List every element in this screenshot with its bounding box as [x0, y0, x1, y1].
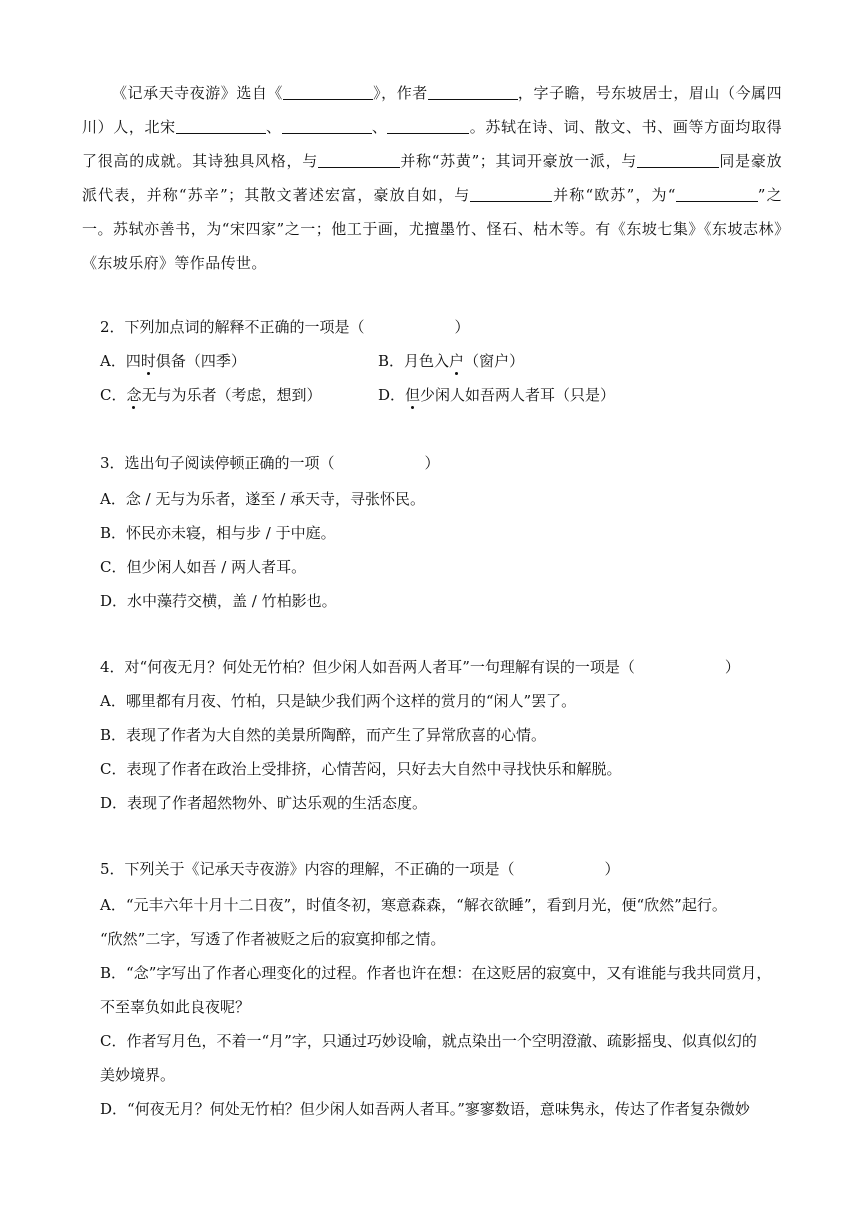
option-text: （窗户） [464, 352, 525, 370]
q5-option-d[interactable]: D．“何夜无月？何处无竹柏？但少闲人如吾两人者耳。”寥寥数语，意味隽永，传达了作者复杂微妙 [100, 1100, 750, 1118]
paren-close: ） [604, 860, 620, 878]
intro-segment: 、 [265, 118, 282, 136]
q3-option-a[interactable]: A．念 / 无与为乐者，遂至 / 承天寺，寻张怀民。 [100, 490, 426, 508]
dotted-word: 时 [140, 352, 156, 370]
intro-segment: 》，作者 [372, 84, 428, 102]
question-5-stem [100, 858, 620, 879]
question-text: 2．下列加点词的解释不正确的一项是（ [100, 318, 365, 336]
q5-option-b[interactable]: B．“念”字写出了作者心理变化的过程。作者也许在想：在这贬居的寂寞中，又有谁能与我共同赏月， [100, 964, 772, 982]
paren-close: ） [424, 454, 440, 472]
q5-option-a-cont: “欣然”二字，写透了作者被贬之后的寂寞抑郁之情。 [100, 930, 446, 948]
q5-option-b-cont: 不至辜负如此良夜呢？ [100, 998, 251, 1016]
q2-option-a[interactable] [100, 350, 246, 371]
option-text: 少闲人如吾两人者耳（只是） [420, 386, 616, 404]
paren-close: ） [454, 318, 470, 336]
q4-option-b[interactable]: B．表现了作者为大自然的美景所陶醉，而产生了异常欣喜的心情。 [100, 726, 547, 744]
question-3-stem [100, 452, 440, 473]
answer-blank[interactable] [637, 151, 719, 168]
q4-option-c[interactable]: C．表现了作者在政治上受排挤，心情苦闷，只好去大自然中寻找快乐和解脱。 [100, 760, 622, 778]
option-label: D． [378, 386, 406, 404]
intro-paragraph [82, 76, 782, 280]
q5-option-c-cont: 美妙境界。 [100, 1066, 176, 1084]
intro-segment: 并称“欧苏”，为“ [552, 186, 676, 204]
q2-option-d[interactable] [378, 384, 615, 405]
q5-option-a[interactable]: A．“元丰六年十月十二日夜”，时值冬初，寒意森森，“解衣欲睡”，看到月光，便“欣然”起行。 [100, 896, 727, 914]
option-text: 四 [125, 352, 141, 370]
question-4-stem [100, 656, 740, 677]
answer-blank[interactable] [282, 117, 372, 134]
q4-option-a[interactable]: A．哪里都有月夜、竹柏，只是缺少我们两个这样的赏月的“闲人”罢了。 [100, 692, 577, 710]
intro-segment: 、 [371, 118, 388, 136]
answer-blank[interactable] [428, 83, 518, 100]
q4-option-d[interactable]: D．表现了作者超然物外、旷达乐观的生活态度。 [100, 794, 428, 812]
answer-blank[interactable] [676, 185, 758, 202]
option-label: C． [100, 386, 127, 404]
q3-option-b[interactable]: B．怀民亦未寝，相与步 / 于中庭。 [100, 524, 336, 542]
option-text: 月色入 [404, 352, 450, 370]
q3-option-d[interactable]: D．水中藻荇交横，盖 / 竹柏影也。 [100, 592, 337, 610]
question-2-stem [100, 316, 470, 337]
answer-blank[interactable] [176, 117, 266, 134]
question-text: 4．对“何夜无月？何处无竹柏？但少闲人如吾两人者耳”一句理解有误的一项是（ [100, 658, 635, 676]
paren-close: ） [724, 658, 740, 676]
q3-option-c[interactable]: C．但少闲人如吾 / 两人者耳。 [100, 558, 307, 576]
intro-segment: 。苏轼在诗、词、散文、书、画等方面均取得了很高的成就。其诗独具风格，与 [82, 118, 782, 170]
dotted-word: 户 [449, 352, 465, 370]
answer-blank[interactable] [470, 185, 552, 202]
intro-segment: 同是豪放派代表，并称“苏辛”；其散文著述宏富，豪放自如，与 [82, 152, 782, 204]
answer-blank[interactable] [387, 117, 469, 134]
option-label: B． [378, 352, 405, 370]
intro-segment: 并称“苏黄”；其词开豪放一派，与 [399, 152, 638, 170]
q5-option-c[interactable]: C．作者写月色，不着一“月”字，只通过巧妙设喻，就点染出一个空明澄澈、疏影摇曳、似真似幻的 [100, 1032, 757, 1050]
answer-blank[interactable] [318, 151, 400, 168]
dotted-word: 念 [126, 386, 142, 404]
option-text: 无与为乐者（考虑，想到） [141, 386, 322, 404]
option-label: A． [100, 352, 126, 370]
q2-option-c[interactable] [100, 384, 322, 405]
intro-segment: 《记承天寺夜游》选自《 [112, 84, 283, 102]
intro-text [82, 76, 782, 280]
intro-segment: ”之一。苏轼亦善书，为“宋四家”之一；他工于画，尤擅墨竹、怪石、枯木等。有《东坡七集》《东坡志林》《东坡乐府》等作品传世。 [82, 186, 783, 272]
answer-blank[interactable] [283, 83, 373, 100]
dotted-word: 但 [405, 386, 421, 404]
question-text: 5．下列关于《记承天寺夜游》内容的理解，不正确的一项是（ [100, 860, 515, 878]
q2-option-b[interactable] [378, 350, 524, 371]
question-text: 3．选出句子阅读停顿正确的一项（ [100, 454, 335, 472]
intro-segment: ，字子瞻，号东坡居士，眉山（今属四川）人，北宋 [82, 84, 782, 136]
option-text: 俱备（四季） [155, 352, 246, 370]
